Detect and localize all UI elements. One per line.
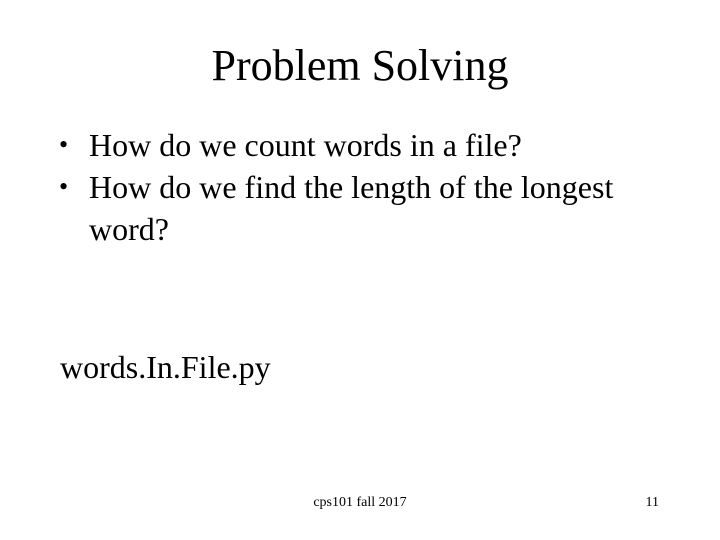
bullet-marker: •: [59, 130, 69, 159]
slide-title: Problem Solving: [211, 41, 509, 90]
bullet-item: [56, 166, 656, 250]
filename-text: words.In.File.py: [60, 349, 271, 385]
bullet-text: How do we count words in a file?: [89, 127, 522, 163]
bullet-item: [56, 124, 656, 166]
bullet-marker: •: [59, 172, 69, 201]
bullet-list: [56, 124, 656, 250]
bullet-text: How do we find the length of the longest word?: [89, 169, 614, 247]
footer-course-label: cps101 fall 2017: [313, 495, 407, 510]
page-number: 11: [645, 495, 659, 510]
